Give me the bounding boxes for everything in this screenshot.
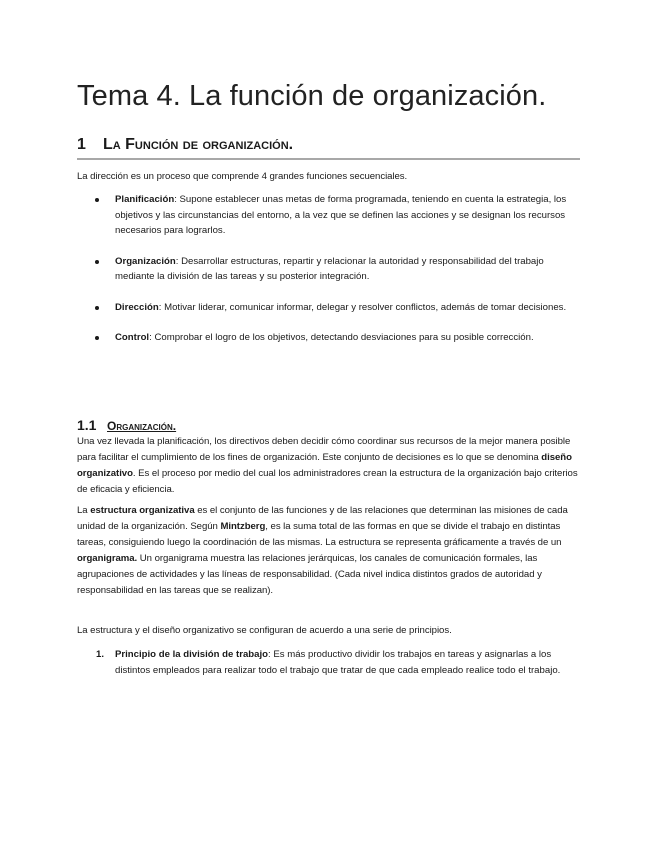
principle-text: Es más productivo dividir los trabajos en tareas y asignarlas a los distintos empleados para realizar todo el trabajo que tratar de que cada empleado realice todo el trabajo.: [115, 649, 561, 676]
principle-number: 1.: [96, 649, 105, 660]
text-run: La: [77, 505, 91, 516]
list-item-control: [77, 330, 582, 346]
bullet-icon: [95, 306, 99, 310]
text-run: Una vez llevada la planificación, los directivos deben decidir cómo coordinar sus recursos de la mejor manera posible para facilitar el cumplimiento de los fines de organización. Este conjunto de decisiones es lo que se denomina: [77, 436, 571, 463]
list-item-term: Control: [115, 332, 150, 343]
subsection-number: 1.1: [77, 417, 97, 433]
bold-term: diseño organizativo: [77, 452, 572, 479]
list-item-sep: :: [158, 301, 165, 313]
text-run: es el conjunto de las funciones y de las relaciones que determinan las misiones de cada unidad de la organización. Según: [77, 505, 568, 532]
functions-list: [77, 192, 582, 361]
list-item-sep: :: [175, 255, 182, 267]
paragraph-diseno: [77, 434, 582, 498]
list-item-sep: :: [149, 332, 155, 343]
section-number: 1: [77, 136, 86, 153]
list-item-term: Planificación: [115, 194, 175, 205]
list-item-term: Organización: [115, 255, 176, 267]
section-heading-1-1: [77, 417, 176, 433]
text-run: Un organigrama muestra las relaciones jerárquicas, los canales de comunicación formales, las agrupaciones de actividades y las líneas de responsabilidad. (Cada nivel indica distintos grados de autoridad y responsabilidad en las tareas que se realizan).: [77, 553, 542, 596]
principle-item: [77, 647, 582, 678]
subsection-title: Organización.: [107, 419, 177, 433]
bullet-icon: [95, 260, 99, 264]
principle-sep: :: [268, 649, 274, 660]
principles-list: [77, 647, 582, 678]
list-item-planificacion: [77, 192, 582, 239]
principle-term: Principio de la división de trabajo: [115, 649, 268, 660]
list-item-term: Dirección: [115, 301, 159, 313]
document-title: Tema 4. La función de organización.: [77, 80, 547, 112]
list-item-text: Comprobar el logro de los objetivos, detectando desviaciones para su posible corrección.: [154, 332, 534, 343]
bold-term: estructura organizativa: [90, 505, 195, 516]
bullet-icon: [95, 336, 99, 340]
list-item-text: Motivar liderar, comunicar informar, delegar y resolver conflictos, además de tomar decisiones.: [164, 301, 567, 313]
list-item-text: Desarrollar estructuras, repartir y relacionar la autoridad y responsabilidad del trabajo mediante la división de las tareas y su posterior integración.: [115, 255, 544, 282]
list-item-text: Supone establecer unas metas de forma programada, teniendo en cuenta la estrategia, los objetivos y las circunstancias del entorno, a la vez que se definen las acciones y se designan los recursos necesarios para lograrlos.: [115, 194, 567, 236]
list-item-sep: :: [174, 194, 180, 205]
list-item-organizacion: [77, 254, 582, 285]
section-title: La Función de organización.: [103, 136, 294, 153]
bold-term: organigrama.: [77, 553, 138, 564]
bold-term: Mintzberg: [220, 521, 266, 532]
section-heading-1: [77, 136, 580, 160]
bullet-icon: [95, 198, 99, 202]
section-intro: La dirección es un proceso que comprende 4 grandes funciones secuenciales.: [77, 171, 408, 182]
text-run: . Es el proceso por medio del cual los administradores crean la estructura de la organización bajo criterios de eficacia y eficiencia.: [77, 468, 578, 495]
list-item-direccion: [77, 300, 582, 316]
paragraph-principios: La estructura y el diseño organizativo se configuran de acuerdo a una serie de principios.: [77, 625, 452, 636]
paragraph-estructura: [77, 503, 582, 599]
text-run: , es la suma total de las formas en que se divide el trabajo en distintas tareas, consiguiendo luego la coordinación de las mismas. La estructura se representa gráficamente a través de un: [77, 521, 562, 548]
